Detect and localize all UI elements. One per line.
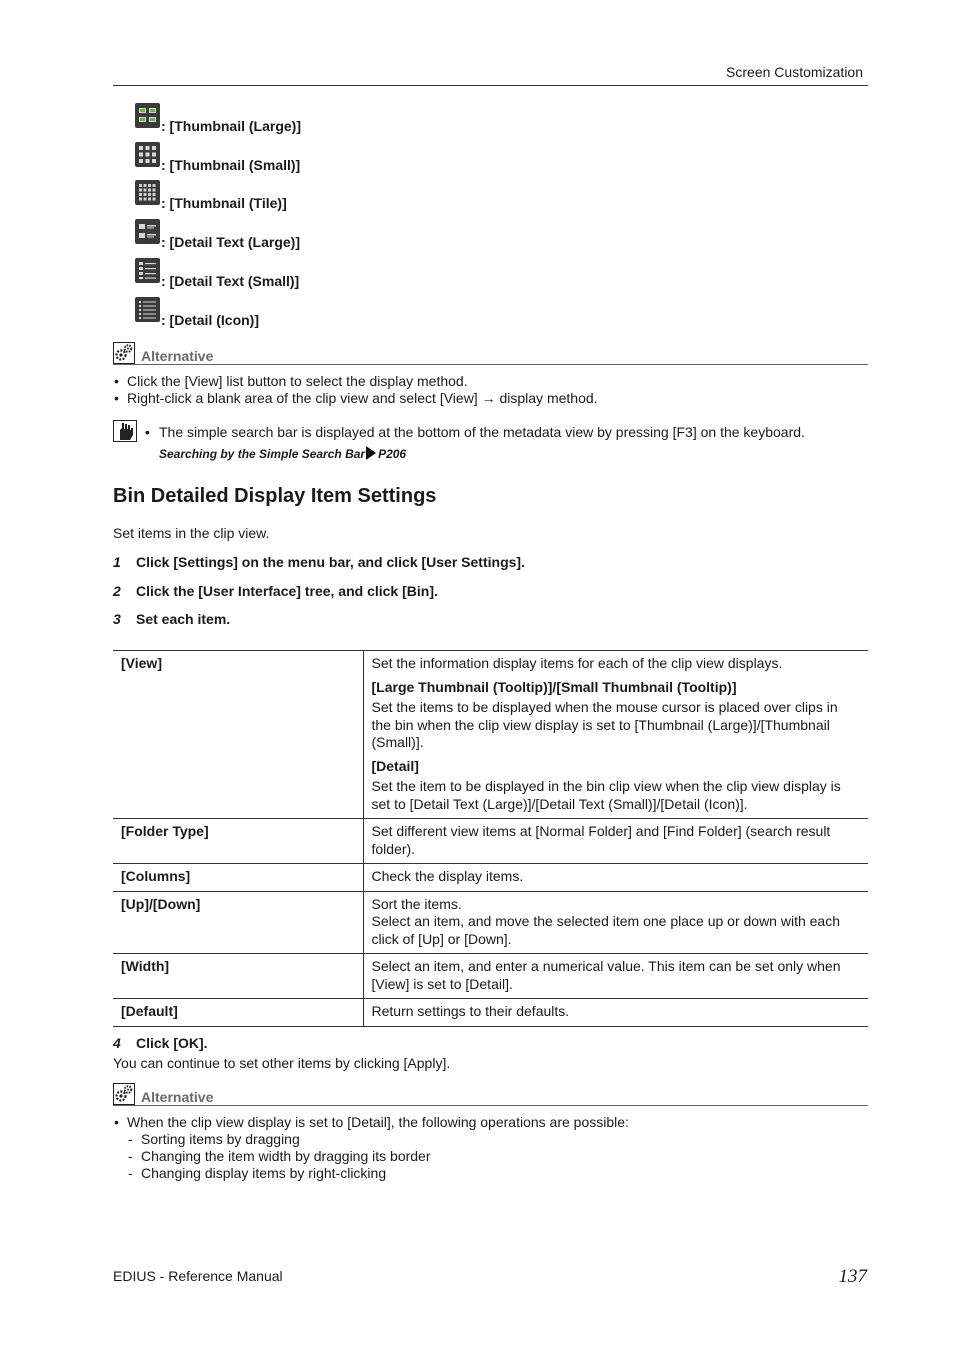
setting-name: [View] [113, 651, 363, 819]
list-item-text: When the clip view display is set to [Detail], the following operations are possible: [127, 1114, 629, 1130]
detail-text-large-icon [135, 219, 160, 244]
step-number: 3 [113, 611, 121, 627]
list-item [113, 1114, 868, 1182]
alternative-list [113, 373, 868, 407]
reference-title: Searching by the Simple Search Bar [159, 447, 366, 461]
note-hand-icon [113, 420, 137, 442]
arrow-right-icon [366, 446, 376, 460]
view-option-label: : [Thumbnail (Tile)] [161, 195, 287, 211]
step-text: Set each item. [136, 611, 231, 627]
step-number: 4 [113, 1035, 121, 1051]
view-option-label: : [Thumbnail (Large)] [161, 118, 301, 134]
step-number: 2 [113, 583, 121, 599]
setting-name: [Default] [113, 999, 363, 1027]
setting-name: [Width] [113, 954, 363, 999]
setting-name: [Up]/[Down] [113, 891, 363, 954]
setting-description: Check the display items. [363, 864, 868, 892]
step-3 [113, 611, 230, 627]
section-intro: Set items in the clip view. [113, 525, 270, 541]
sub-setting-text: Set the items to be displayed when the mouse cursor is placed over clips in the bin when the clip view display is set to [Thumbnail (Large)]/[Thumbnail (Small)]. [371, 699, 838, 750]
setting-name: [Folder Type] [113, 819, 363, 864]
table-row [113, 864, 868, 892]
description-text: Set the information display items for each of the clip view displays. [371, 655, 783, 671]
step-1 [113, 554, 525, 570]
alternative-heading [113, 341, 868, 365]
view-option-thumbnail-large [135, 108, 301, 134]
header-rule [113, 85, 868, 86]
step-number: 1 [113, 554, 121, 570]
table-row [113, 651, 868, 819]
step-text: Click [Settings] on the menu bar, and click [User Settings]. [136, 554, 525, 570]
page-number: 137 [838, 1266, 867, 1287]
view-option-label: : [Thumbnail (Small)] [161, 157, 301, 173]
setting-description: Set different view items at [Normal Folder] and [Find Folder] (search result folder). [363, 819, 868, 864]
detail-text-small-icon [135, 258, 160, 283]
table-row [113, 999, 868, 1027]
sub-setting-title: [Large Thumbnail (Tooltip)]/[Small Thumbnail (Tooltip)] [371, 678, 737, 695]
thumbnail-tile-icon [135, 180, 160, 205]
view-option-label: : [Detail Text (Large)] [161, 234, 300, 250]
setting-description: Select an item, and enter a numerical value. This item can be set only when [View] is set to [Detail]. [363, 954, 868, 999]
note-text-line [145, 424, 805, 440]
thumbnail-large-icon [135, 103, 160, 128]
view-option-label: : [Detail (Icon)] [161, 312, 259, 328]
running-header: Screen Customization [726, 64, 863, 80]
gears-icon [113, 1083, 135, 1105]
sub-setting-text: Set the item to be displayed in the bin clip view when the clip view display is set to [Detail Text (Large)]/[Detail Text (Small)]/[Detail (Icon)]. [371, 778, 841, 812]
setting-description [363, 651, 868, 819]
step-4 [113, 1035, 208, 1051]
view-option-label: : [Detail Text (Small)] [161, 273, 300, 289]
sub-setting-title: [Detail] [371, 757, 419, 774]
sub-list-item: - Changing the item width by dragging its border [127, 1148, 868, 1165]
table-row [113, 819, 868, 864]
step-text: Click [OK]. [136, 1035, 208, 1051]
sub-list-item: - Changing display items by right-clicking [127, 1165, 868, 1182]
table-row [113, 891, 868, 954]
thumbnail-small-icon [135, 142, 160, 167]
view-option-detail-text-large [135, 224, 300, 250]
table-row [113, 954, 868, 999]
gears-icon [113, 342, 135, 364]
view-option-thumbnail-small [135, 147, 300, 173]
detail-icon-icon [135, 297, 160, 322]
sub-list [127, 1131, 868, 1182]
footer-manual-title: EDIUS - Reference Manual [113, 1268, 283, 1284]
view-option-thumbnail-tile [135, 185, 287, 211]
view-option-detail-icon [135, 302, 259, 328]
settings-table [113, 650, 868, 1027]
note-text: The simple search bar is displayed at the bottom of the metadata view by pressing [F3] on the keyboard. [159, 424, 805, 440]
description-text: Select an item, and move the selected item one place up or down with each click of [Up] or [Down]. [371, 913, 840, 947]
step-text: Click the [User Interface] tree, and click [Bin]. [136, 583, 438, 599]
sub-list-item: - Sorting items by dragging [127, 1131, 868, 1148]
step-2 [113, 583, 438, 599]
alternative-list [113, 1114, 868, 1182]
bullet: • [145, 424, 150, 440]
reference-page: P206 [378, 447, 407, 461]
section-title: Bin Detailed Display Item Settings [113, 485, 437, 507]
list-item: • Right-click a blank area of the clip view and select [View] → display method. [113, 390, 868, 407]
view-option-detail-text-small [135, 263, 299, 289]
setting-description: Return settings to their defaults. [363, 999, 868, 1027]
description-text: Sort the items. [371, 895, 462, 912]
list-item: • Click the [View] list button to select the display method. [113, 373, 868, 390]
alternative-label: Alternative [141, 347, 214, 364]
alternative-label: Alternative [141, 1088, 214, 1105]
setting-description [363, 891, 868, 954]
step-4-note: You can continue to set other items by clicking [Apply]. [113, 1055, 451, 1071]
note-reference[interactable] [159, 446, 406, 461]
alternative-heading [113, 1082, 868, 1106]
setting-name: [Columns] [113, 864, 363, 892]
